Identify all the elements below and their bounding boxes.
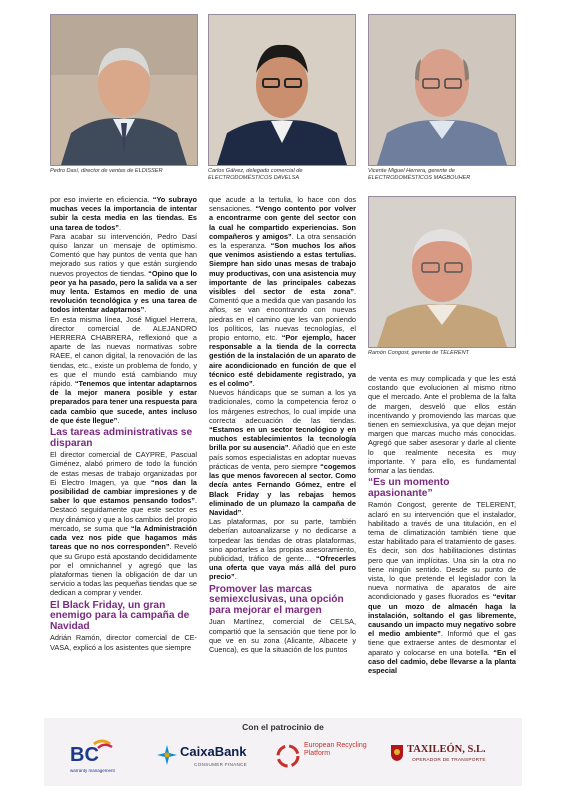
text-run: . [117, 415, 120, 425]
quote: “Yo subrayo muchas veces la importancia de intentar subir la cesta media en las tiendas. Es una tarea de todos” [50, 195, 198, 232]
photo-caption: Ramón Congost, gerente de TELERENT [368, 350, 470, 356]
text-run: . Reveló que su Grupo está apostando decididamente por el omnichannel y agregó que las plataformas tienen la obligación de dar un servicio a todas las pequeñas tiendas que se dedican a comprar y vender. [50, 542, 197, 598]
text-run: por eso invierte en eficiencia. [50, 195, 153, 204]
paragraph [50, 195, 197, 232]
paragraph [368, 374, 516, 475]
text-run: Adrián Ramón, director comercial de CE-VASA, explicó a los asistentes que siempre [50, 633, 197, 652]
text-run: Ramón Congost, gerente de TELERENT, aclaró en su intervención que el instalador, habilitado a través de una titulación, en el tema de climatización también tiene que estar habilitado para el tratamiento de gases. Es decir, son dos habilitaciones distintas pero que van implícitas. Una sin la otra no tiene ningún sentido. Desde su punto de vista, lo que pretende el legislador con la nueva normativa de aparatos de aire acondicionado y gases fluorados es [368, 500, 516, 602]
quote: “En el caso del cadmio, debe llevarse a la planta especial [368, 647, 516, 676]
quote: “Tenemos que intentar adaptarnos de la mejor manera posible y estar preparados para tener una respuesta para cada cambio que sucede, antes incluso de que éste llegue” [50, 379, 197, 425]
quote: “Vengo contento por volver a encontrarme con gente del sector con la cual he compartido experiencias. Son compañeros y amigos” [209, 204, 357, 241]
text-run: . Informó que el gas tiene que extraerse antes de desmontar el aparato y colocarse en una botella. [368, 629, 516, 657]
quote: “nos dan la posibilidad de cambiar impresiones y de saber lo que estamos pensando todos” [50, 477, 197, 506]
photo-caption: Pedro Dasí, director de ventas de ELDISSER [50, 168, 163, 174]
text-run: El director comercial de CAYPRE, Pascual Giménez, alabó primero de todo la función de estas mesas de trabajo organizadas por Ei Electro Imagen, ya que [50, 450, 197, 487]
section-heading: Promover las marcas semiexclusivas, una opción para mejorar el margen [209, 583, 344, 616]
quote: “Son muchos los años que venimos asistiendo a estas tertulias. Siempre han sido unas mesas de trabajo muy productivas, con una asistencia muy importante de las principales cabezas visibles del sector de esta zona” [209, 241, 356, 297]
portrait-image [369, 197, 515, 347]
photo-caption: Vicente Miguel Herrera, gerente de ELECTRODOMÉSTICOS MAGBOUHER [368, 168, 471, 181]
text-run: . Añadió que en este país somos especialistas en adoptar nuevas prácticas de venta, pero siempre [209, 443, 356, 471]
photo-caption: Carlos Gálvez, delegado comercial de ELECTRODOMÉSTICOS DAVELSA [208, 168, 303, 181]
photo-pedro-dasi [50, 14, 198, 166]
quote: “evitar que un mozo de almacén haga la instalación, soltando el gas libremente, causando un impacto muy negativo sobre el medio ambiente” [368, 592, 516, 639]
photo-vicente-herrera [368, 14, 516, 166]
quote: “la Administración cada vez nos pide que hagamos más tareas que no nos corresponden” [50, 523, 197, 552]
portrait-image [51, 15, 197, 165]
bc-logo-sub: warranty management [70, 768, 115, 773]
caixabank-star-icon [156, 744, 178, 766]
quote: “Opino que lo peor ya ha pasado, pero la salida va a ser muy lenta. Estamos en medio de una revolución tecnológica y es una tarea de todos intentar adaptarnos” [50, 268, 197, 315]
quote: “Estamos en un sector tecnológico y en muchos establecimientos la tecnología brilla por su ausencia” [209, 425, 356, 453]
erp-logo [276, 738, 376, 780]
photo-ramon-congost [368, 196, 516, 348]
bc-warranty-logo [66, 738, 136, 780]
caixabank-logo [156, 742, 266, 778]
quote: “cogemos las que menos favorecen al sector. Como decía antes Fernando Gómez, entre el Black Friday y las rebajas hemos eliminado de un plumazo la campaña de Navidad” [209, 461, 356, 517]
portrait-image [369, 15, 515, 165]
article-column-3 [368, 374, 516, 675]
text-run: . [234, 572, 237, 582]
paragraph [209, 617, 356, 654]
text-run: . [144, 305, 147, 315]
text-run: que acude a la tertulia, lo hace con dos sensaciones. [209, 195, 356, 214]
sponsor-heading: Con el patrocinio de [242, 722, 324, 732]
photo-carlos-galvez [208, 14, 356, 166]
section-heading: “Es un momento apasionante” [368, 477, 450, 499]
paragraph [50, 633, 197, 651]
text-run: . Destacó seguidamente que este sector es muy dinámico y que a los cambios del propio mercado, se suma que [50, 496, 197, 533]
paragraph [50, 232, 197, 315]
article-column-2 [209, 195, 356, 654]
caixabank-logo-sub: CONSUMER FINANCE [194, 762, 248, 767]
paragraph [368, 500, 516, 675]
paragraph [209, 195, 356, 388]
text-run: Para acabar su intervención, Pedro Dasí quiso lanzar un mensaje de optimismo. Comentó que hay puntos de venta que han mejorado sus ratios y que están surgiendo nuevos proyectos de tiendas. [50, 231, 197, 278]
taxileon-logo-sub: OPERADOR DE TRANSPORTE [412, 758, 486, 763]
section-heading: El Black Friday, un gran enemigo para la campaña de Navidad [50, 599, 190, 632]
paragraph [50, 450, 197, 597]
text-run: Nuevos hándicaps que se suman a los ya tradicionales, como la competencia feroz o los márgenes estrechos, lo cual impide una correcta adecuación de las tiendas. [209, 388, 356, 425]
lion-crest-icon [390, 744, 404, 762]
taxileon-logo [390, 742, 514, 776]
portrait-image [209, 15, 355, 165]
article-column-1 [50, 195, 197, 652]
text-run: Las plataformas, por su parte, también deberían autoanalizarse y no dedicarse a torpedear las tiendas de otras plataformas, sino aportarles a las propias asesoramiento, publicidad, tráfico de gente… [209, 517, 356, 563]
text-run: . [252, 379, 255, 389]
text-run: . [118, 222, 122, 232]
section-heading: Las tareas administrativas se disparan [50, 427, 193, 449]
text-run: . Comentó que a medida que van pasando los años, se van encontrando con nuevas piedras en el camino que les van poniendo los políticos, las nuevas tecnologías, el propio entorno, etc. [209, 287, 356, 343]
taxileon-logo-text: TAXILEÓN, S.L. [407, 744, 486, 755]
text-run: de venta es muy complicada y que les está costando que evolucionen al mismo ritmo que el mercado. Ante el problema de la falta de margen, desveló que ellos están incentivando y promoviendo las marcas que tienen en semiexclusiva, ya que dejan mejor margen que marcas mucho más conocidas. Agregó que saber asesorar y darle al cliente lo que realmente necesita es muy importante. Y para ello, es fundamental formar a las tiendas. [368, 374, 516, 476]
text-run: Juan Martínez, comercial de CELSA, compartió que la sensación que tiene por lo que ve en su zona (Alicante, Albacete y Cuenca), es que la situación de los puntos [209, 617, 356, 654]
paragraph [209, 388, 356, 517]
quote: “Por ejemplo, hacer responsable a la tienda de la correcta gestión de la instalación de un aparato de aire acondicionado en función de que el técnico esté debidamente registrado, ya es el colmo” [209, 333, 356, 389]
recycling-icon [276, 744, 300, 768]
sponsor-footer [44, 718, 522, 786]
erp-logo-text: European Recycling Platform [304, 742, 367, 758]
caixabank-logo-text: CaixaBank [180, 744, 247, 759]
text-run: En esta misma línea, José Miguel Herrera, director comercial de ALEJANDRO HERRERA CHABRERA, reflexionó que a aparte de las nuevas normativas sobre RAEE, el canon digital, la renovación de las tiendas, etc., existe un problema de fondo, y es que el mundo está cambiando muy rápido. [50, 314, 197, 389]
quote: “Ofrecerles una oferta que vaya más allá del puro precio” [209, 553, 356, 582]
bc-logo-text: BC [70, 744, 99, 766]
paragraph [50, 315, 197, 425]
paragraph [209, 517, 356, 581]
text-run: . [241, 507, 244, 517]
text-run: . La otra sensación es la esperanza. [209, 231, 356, 251]
